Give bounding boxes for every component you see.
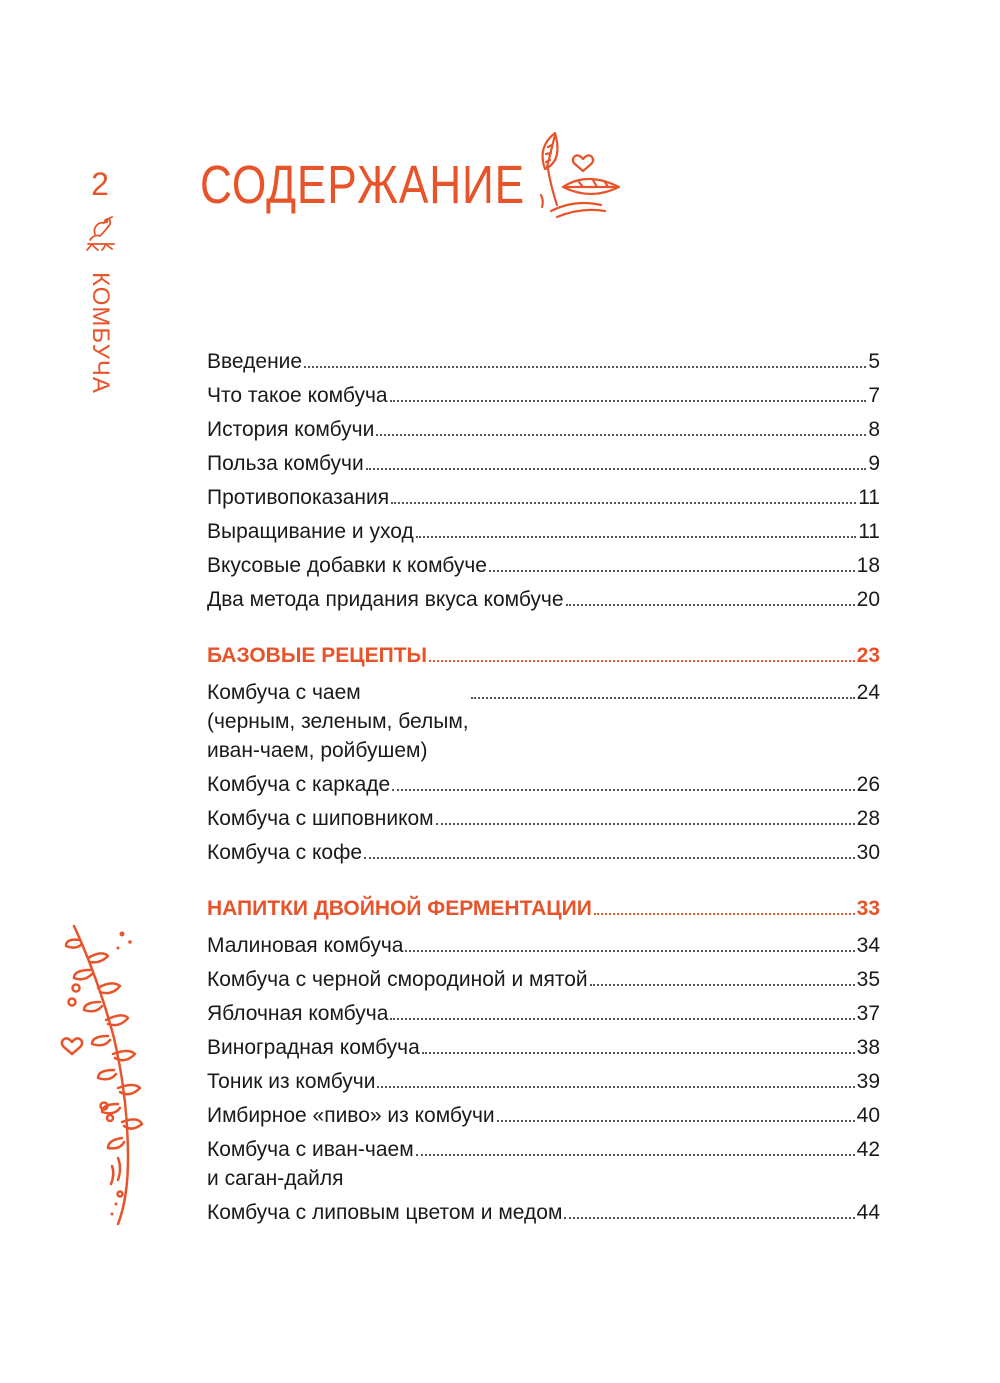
toc-entry[interactable]: [207, 1033, 880, 1062]
running-title-text: КОМБУЧА: [87, 272, 114, 394]
dot-leader: [366, 468, 867, 470]
dot-leader: [390, 1018, 854, 1020]
dot-leader: [390, 400, 867, 402]
toc-entry-label: Комбуча с чаем (черным, зеленым, белым, иван-чаем, ройбушем): [207, 681, 469, 762]
toc-entry-label: Малиновая комбуча: [207, 934, 404, 957]
toc-entry-page-number: 9: [868, 452, 880, 475]
toc-entry[interactable]: [207, 999, 880, 1028]
dot-leader: [436, 823, 855, 825]
dot-leader: [304, 366, 866, 368]
dot-leader: [416, 536, 856, 538]
toc-entry[interactable]: [207, 1135, 880, 1193]
toc-entry[interactable]: [207, 678, 880, 765]
toc-entry-label: Комбуча с шиповником: [207, 807, 434, 830]
dot-leader: [405, 950, 854, 952]
toc-entry[interactable]: [207, 770, 880, 799]
toc-entry-label: Комбуча с кофе: [207, 841, 363, 864]
dot-leader: [594, 913, 855, 915]
bird-on-branch-icon: [84, 210, 118, 252]
toc-entry-label: Польза комбучи: [207, 452, 364, 475]
toc-entry-page-number: 42: [856, 1138, 880, 1161]
toc-entry-label: Комбуча с каркаде: [207, 773, 391, 796]
toc-entry-page-number: 38: [856, 1036, 880, 1059]
toc-entry-page-number: 7: [868, 384, 880, 407]
toc-entry-label: Комбуча с черной смородиной и мятой: [207, 968, 588, 991]
toc-entry[interactable]: [207, 347, 880, 376]
toc-entry-page-number: 44: [856, 1201, 880, 1224]
toc-entry-page-number: 18: [856, 554, 880, 577]
dot-leader: [391, 502, 856, 504]
page-number: 2: [91, 166, 109, 202]
dot-leader: [497, 1120, 855, 1122]
table-of-contents: [207, 347, 880, 1232]
toc-entry-page-number: 35: [856, 968, 880, 991]
toc-entry[interactable]: [207, 415, 880, 444]
dot-leader: [590, 984, 855, 986]
toc-entry-page-number: 26: [856, 773, 880, 796]
running-title: [84, 272, 114, 394]
toc-entry[interactable]: [207, 931, 880, 960]
toc-entry-page-number: 34: [856, 934, 880, 957]
toc-entry-page-number: 20: [856, 588, 880, 611]
toc-entry-page-number: 28: [856, 807, 880, 830]
toc-entry-page-number: 39: [856, 1070, 880, 1093]
toc-section-heading[interactable]: [207, 641, 880, 670]
toc-entry-label: Что такое комбуча: [207, 384, 388, 407]
toc-section-heading-label: БАЗОВЫЕ РЕЦЕПТЫ: [207, 644, 428, 667]
toc-entry[interactable]: [207, 381, 880, 410]
toc-entry-label: Виноградная комбуча: [207, 1036, 420, 1059]
toc-section-heading-page-number: 33: [856, 897, 880, 920]
toc-entry[interactable]: [207, 1067, 880, 1096]
toc-entry-label: Имбирное «пиво» из комбучи: [207, 1104, 495, 1127]
toc-entry[interactable]: [207, 838, 880, 867]
toc-entry[interactable]: [207, 551, 880, 580]
toc-entry-label: Тоник из комбучи: [207, 1070, 376, 1093]
toc-section-heading-page-number: 23: [856, 644, 880, 667]
dot-leader: [429, 660, 855, 662]
toc-entry[interactable]: [207, 483, 880, 512]
toc-section-heading-label: НАПИТКИ ДВОЙНОЙ ФЕРМЕНТАЦИИ: [207, 897, 592, 920]
toc-entry-page-number: 40: [856, 1104, 880, 1127]
title-block: [200, 150, 526, 220]
toc-entry[interactable]: [207, 517, 880, 546]
toc-entry-label: История комбучи: [207, 418, 375, 441]
toc-entry-page-number: 8: [868, 418, 880, 441]
toc-entry-page-number: 37: [856, 1002, 880, 1025]
dot-leader: [364, 857, 855, 859]
toc-entry-label: Яблочная комбуча: [207, 1002, 389, 1025]
toc-entry-label: Два метода придания вкуса комбуче: [207, 588, 564, 611]
toc-entry-page-number: 11: [858, 486, 880, 509]
dot-leader: [377, 1086, 854, 1088]
toc-entry-label: Противопоказания: [207, 486, 390, 509]
toc-entry-page-number: 11: [858, 520, 880, 543]
dot-leader: [416, 1154, 855, 1156]
dot-leader: [471, 697, 855, 699]
toc-entry-label: Введение: [207, 350, 303, 373]
toc-entry-page-number: 30: [856, 841, 880, 864]
dot-leader: [422, 1052, 855, 1054]
section-gap: [207, 872, 880, 894]
wheat-sprig-icon: [58, 918, 158, 1230]
leaves-heart-icon: [535, 125, 625, 220]
toc-entry-label: Вкусовые добавки к комбуче: [207, 554, 487, 577]
dot-leader: [566, 604, 855, 606]
toc-entry[interactable]: [207, 449, 880, 478]
toc-entry[interactable]: [207, 804, 880, 833]
dot-leader: [376, 434, 866, 436]
toc-entry-page-number: 24: [856, 681, 880, 704]
toc-entry-label: Комбуча с иван-чаем и саган-дайля: [207, 1138, 414, 1190]
page-title: СОДЕРЖАНИЕ: [200, 155, 526, 215]
section-gap: [207, 619, 880, 641]
dot-leader: [489, 570, 855, 572]
toc-entry[interactable]: [207, 965, 880, 994]
toc-entry[interactable]: [207, 585, 880, 614]
toc-section-heading[interactable]: [207, 894, 880, 923]
toc-entry-label: Выращивание и уход: [207, 520, 414, 543]
toc-entry-label: Комбуча с липовым цветом и медом: [207, 1201, 563, 1224]
dot-leader: [564, 1217, 854, 1219]
toc-entry[interactable]: [207, 1101, 880, 1130]
toc-entry[interactable]: [207, 1198, 880, 1227]
dot-leader: [392, 789, 854, 791]
toc-entry-page-number: 5: [868, 350, 880, 373]
